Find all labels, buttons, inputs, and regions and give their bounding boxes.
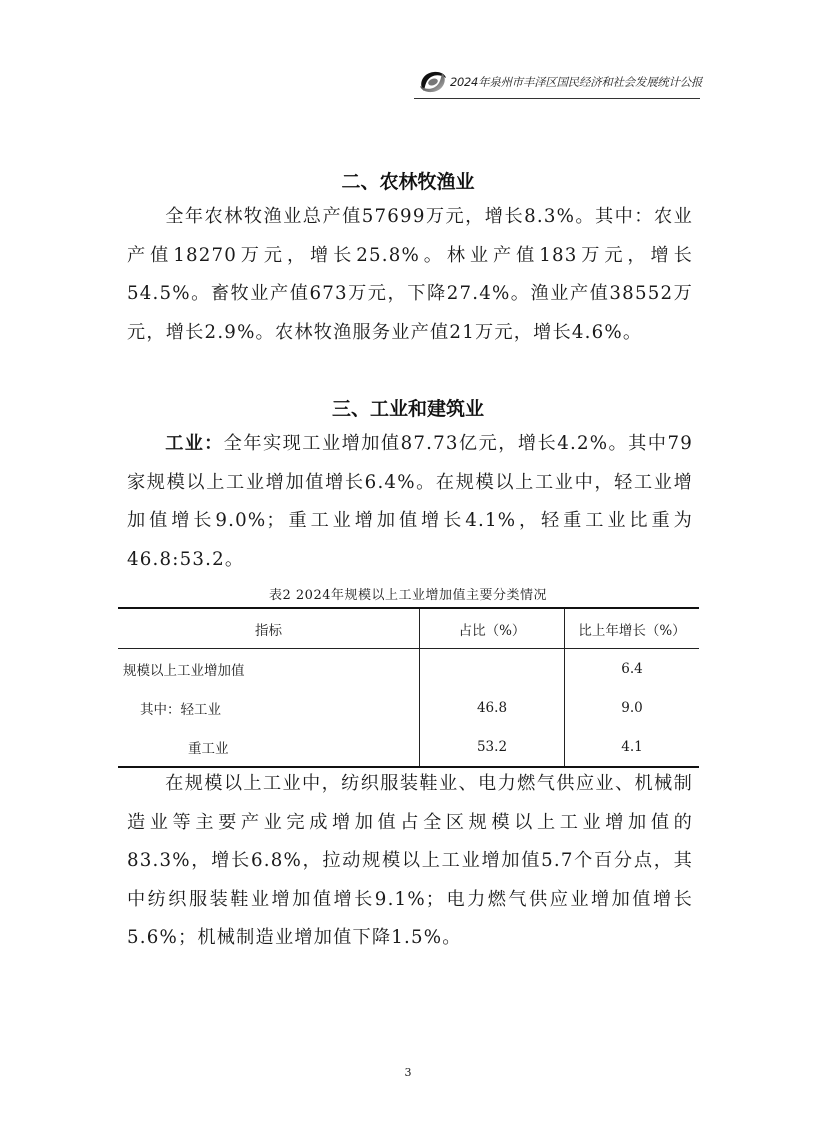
row-label: 重工业 <box>188 740 229 757</box>
industry-paragraph <box>127 425 693 579</box>
row-growth: 9.0 <box>565 688 700 727</box>
report-title: 2024年泉州市丰泽区国民经济和社会发展统计公报 <box>450 75 703 89</box>
row-label: 规模以上工业增加值 <box>123 662 245 679</box>
row-growth: 6.4 <box>565 649 700 689</box>
header-share: 占比（%） <box>420 608 565 649</box>
major-industries-paragraph <box>127 765 693 958</box>
section-heading-industry: 三、工业和建筑业 <box>331 398 484 420</box>
table-header-row <box>118 608 699 649</box>
page-number: 3 <box>404 1066 412 1079</box>
row-growth: 4.1 <box>565 727 700 767</box>
agriculture-paragraph <box>127 198 693 352</box>
major-industries-text: 在规模以上工业中，纺织服装鞋业、电力燃气供应业、机械制造业等主要产业完成增加值占全区规模以上工业增加值的83.3%，增长6.8%，拉动规模以上工业增加值5.7个百分点，其中纺织服装鞋业增加值增长9.1%；电力燃气供应业增加值增长5.6%；机械制造业增加值下降1.5%。 <box>127 773 693 948</box>
page-header <box>414 66 703 99</box>
industry-classification-table <box>118 607 699 768</box>
header-growth: 比上年增长（%） <box>565 608 700 649</box>
table-row <box>118 727 699 767</box>
industry-lead-label: 工业： <box>165 433 224 454</box>
row-share <box>420 649 565 689</box>
industry-text: 全年实现工业增加值87.73亿元，增长4.2%。其中79家规模以上工业增加值增长6.4%。在规模以上工业中，轻工业增加值增长9.0%；重工业增加值增长4.1%，轻重工业比重为46.8:53.2。 <box>127 433 693 570</box>
row-label: 其中：轻工业 <box>140 701 221 718</box>
row-share: 46.8 <box>420 688 565 727</box>
header-indicator: 指标 <box>118 608 420 649</box>
table-caption: 表2 2024年规模以上工业增加值主要分类情况 <box>269 588 547 603</box>
agriculture-text: 全年农林牧渔业总产值57699万元，增长8.3%。其中：农业产值18270万元，增长25.8%。林业产值183万元，增长54.5%。畜牧业产值673万元，下降27.4%。渔业产值38552万元，增长2.9%。农林牧渔服务业产值21万元，增长4.6%。 <box>127 206 693 343</box>
swirl-logo-icon <box>418 69 448 95</box>
row-share: 53.2 <box>420 727 565 767</box>
section-heading-agriculture: 二、农林牧渔业 <box>341 171 475 193</box>
table-row <box>118 649 699 689</box>
table-row <box>118 688 699 727</box>
